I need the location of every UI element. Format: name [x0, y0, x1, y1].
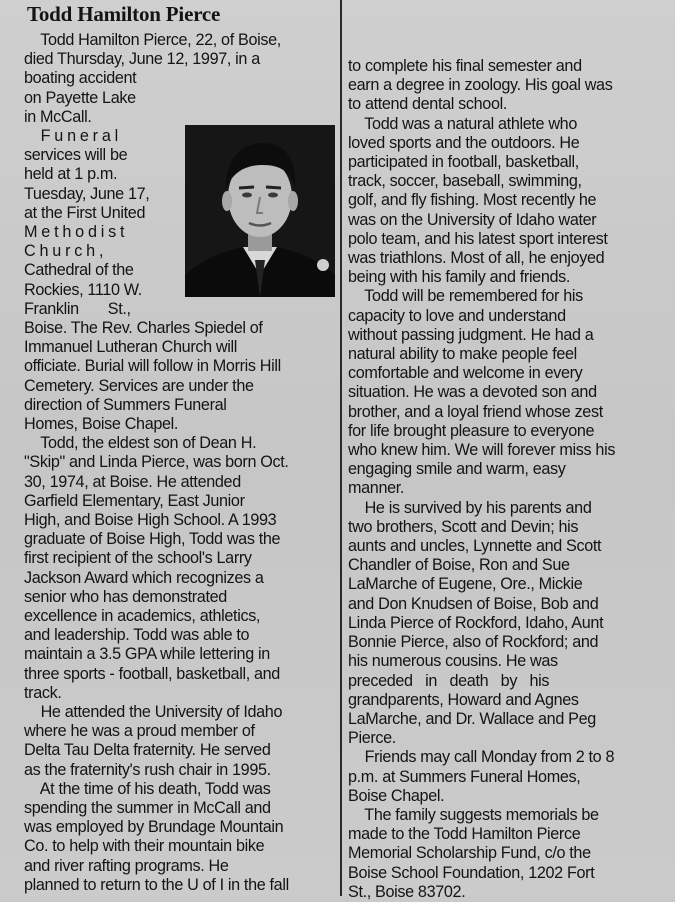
- left-column-bottom-text: Boise. The Rev. Charles Spiedel of Immanuel Lutheran Church will officiate. Burial will follow in Morris Hill Cemetery. Services are under the direction of Summers Funeral Homes, Boise Chapel. Todd, the eldest son of Dean H. "Skip" and Linda Pierce, was born Oct. 30, 1974, at Boise. He attended Garfield Elementary, East Junior High, and Boise High School. A 1993 graduate of Boise High, Todd was the first recipient of the school's Larry Jackson Award which recognizes a senior who has demonstrated excellence in academics, athletics, and leadership. Todd was able to maintain a 3.5 GPA while lettering in three sports - football, basketball, and track. He attended the University of Idaho where he was a proud member of Delta Tau Delta fraternity. He served as the fraternity's rush chair in 1995. At the time of his death, Todd was spending the summer in McCall and was employed by Brundage Mountain Co. to help with their mountain bike and river rafting programs. He planned to return to the U of I in the fall: [24, 319, 289, 894]
- right-column-text: to complete his final semester and earn a degree in zoology. His goal was to attend dental school. Todd was a natural athlete who loved sports and the outdoors. He participated in football, basketball, track, soccer, baseball, swimming, golf, and fly fishing. Most recently he was on the University of Idaho water polo team, and his latest sport interest was triathlons. Most of all, he enjoyed being with his family and friends. Todd will be remembered for his capacity to love and understand without passing judgment. He had a natural ability to make people feel comfortable and welcome in every situation. He was a devoted son and brother, and a loyal friend whose zest for life brought pleasure to everyone who knew him. We will forever miss his engaging smile and warm, easy manner. He is survived by his parents and two brothers, Scott and Devin; his aunts and uncles, Lynnette and Scott Chandler of Boise, Ron and Sue LaMarche of Eugene, Ore., Mickie and Don Knudsen of Boise, Bob and Linda Pierce of Rockford, Idaho, Aunt Bonnie Pierce, also of Rockford; and his numerous cousins. He was preceded in death by his grandparents, Howard and Agnes LaMarche, and Dr. Wallace and Peg Pierce. Friends may call Monday from 2 to 8 p.m. at Summers Funeral Homes, Boise Chapel. The family suggests memorials be made to the Todd Hamilton Pierce Memorial Scholarship Fund, c/o the Boise School Foundation, 1202 Fort St., Boise 83702.: [348, 57, 616, 901]
- portrait-photo: [185, 125, 335, 297]
- left-column-top-text: Todd Hamilton Pierce, 22, of Boise, died Thursday, June 12, 1997, in a boating accident on Payette Lake in McCall. F u n e r a l services will be held at 1 p.m. Tuesday, June 17, at the First United M e t h o d i s t C h u r c h , Cathedral of the Rockies, 1110 W. Franklin St.,: [24, 31, 281, 318]
- portrait-illustration: [185, 125, 335, 297]
- column-divider: [340, 0, 342, 896]
- article-headline: Todd Hamilton Pierce: [27, 2, 221, 26]
